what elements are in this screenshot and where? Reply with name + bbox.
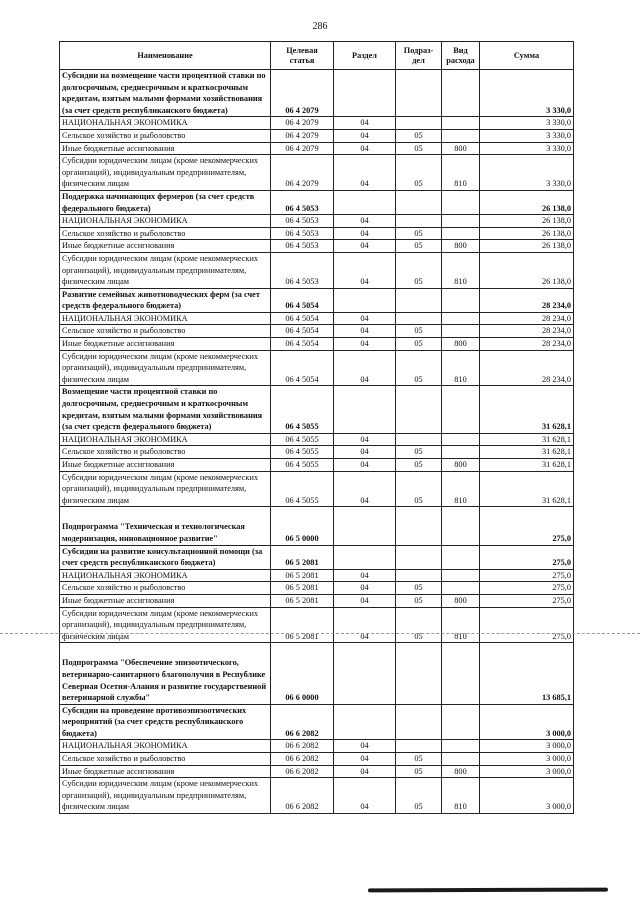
row-sum: 28 234,0 (480, 350, 574, 386)
row-subsection: 05 (396, 446, 442, 459)
row-subsection (396, 704, 442, 740)
table-header-row (60, 42, 574, 70)
table-row (60, 386, 574, 433)
row-sum: 26 138,0 (480, 190, 574, 214)
row-expense-type: 800 (442, 142, 480, 155)
row-expense-type (442, 446, 480, 459)
row-subsection (396, 386, 442, 433)
table-row (60, 129, 574, 142)
row-expense-type (442, 545, 480, 569)
row-section: 04 (334, 446, 396, 459)
row-subsection (396, 288, 442, 312)
row-target: 06 4 2079 (271, 129, 334, 142)
row-expense-type (442, 507, 480, 545)
page-number: 286 (312, 21, 328, 32)
row-name: Поддержка начинающих фермеров (за счет средств федерального бюджета) (60, 190, 271, 214)
row-subsection: 05 (396, 778, 442, 814)
row-sum: 3 000,0 (480, 753, 574, 766)
row-subsection (396, 70, 442, 117)
row-name: Субсидии юридическим лицам (кроме некоммерческих организаций), индивидуальным предпринимателям, физическим лицам (60, 607, 271, 643)
row-subsection: 05 (396, 325, 442, 338)
row-name: Субсидии юридическим лицам (кроме некоммерческих организаций), индивидуальным предпринимателям, физическим лицам (60, 350, 271, 386)
row-sum: 31 628,1 (480, 459, 574, 472)
row-subsection: 05 (396, 252, 442, 288)
row-target: 06 4 5053 (271, 252, 334, 288)
row-section: 04 (334, 227, 396, 240)
table-row (60, 607, 574, 643)
row-target: 06 4 5055 (271, 471, 334, 507)
row-target: 06 6 2082 (271, 778, 334, 814)
pen-stroke (368, 888, 608, 893)
row-sum: 3 000,0 (480, 778, 574, 814)
row-section: 04 (334, 142, 396, 155)
row-sum: 26 138,0 (480, 252, 574, 288)
row-name: Иные бюджетные ассигнования (60, 765, 271, 778)
row-expense-type (442, 569, 480, 582)
row-sum: 275,0 (480, 569, 574, 582)
row-section: 04 (334, 155, 396, 191)
table-row (60, 252, 574, 288)
row-target: 06 4 2079 (271, 70, 334, 117)
row-section (334, 70, 396, 117)
table-row (60, 446, 574, 459)
row-sum: 31 628,1 (480, 433, 574, 446)
table-row (60, 338, 574, 351)
row-target: 06 6 0000 (271, 643, 334, 704)
row-subsection: 05 (396, 338, 442, 351)
row-name: НАЦИОНАЛЬНАЯ ЭКОНОМИКА (60, 117, 271, 130)
table-row (60, 471, 574, 507)
row-expense-type (442, 312, 480, 325)
row-name: Субсидии на развитие консультационной помощи (за счет средств республиканского бюджета) (60, 545, 271, 569)
row-name: Возмещение части процентной ставки по долгосрочным, среднесрочным и краткосрочным кредитам, взятым малыми формами хозяйствования (за счет средств федерального бюджета) (60, 386, 271, 433)
row-name: Субсидии на проведение противоэпизоотических мероприятий (за счет средств республиканского бюджета) (60, 704, 271, 740)
row-expense-type: 800 (442, 459, 480, 472)
row-target: 06 6 2082 (271, 753, 334, 766)
row-section: 04 (334, 582, 396, 595)
table-row (60, 190, 574, 214)
row-name: Иные бюджетные ассигнования (60, 459, 271, 472)
row-section: 04 (334, 459, 396, 472)
row-sum: 3 330,0 (480, 129, 574, 142)
row-expense-type (442, 386, 480, 433)
table-row (60, 704, 574, 740)
row-sum: 275,0 (480, 594, 574, 607)
row-subsection (396, 215, 442, 228)
row-target: 06 4 5053 (271, 190, 334, 214)
row-expense-type (442, 70, 480, 117)
table-row (60, 765, 574, 778)
row-section: 04 (334, 433, 396, 446)
header-section: Раздел (334, 42, 396, 70)
table-row (60, 594, 574, 607)
row-name: НАЦИОНАЛЬНАЯ ЭКОНОМИКА (60, 433, 271, 446)
row-sum: 3 000,0 (480, 704, 574, 740)
row-target: 06 5 2081 (271, 569, 334, 582)
row-section (334, 190, 396, 214)
table-row (60, 778, 574, 814)
row-expense-type: 810 (442, 471, 480, 507)
row-section (334, 643, 396, 704)
row-section: 04 (334, 215, 396, 228)
row-sum: 28 234,0 (480, 338, 574, 351)
row-subsection (396, 433, 442, 446)
row-target: 06 4 5055 (271, 446, 334, 459)
row-sum: 28 234,0 (480, 312, 574, 325)
row-name: Иные бюджетные ассигнования (60, 338, 271, 351)
row-expense-type (442, 433, 480, 446)
row-sum: 3 330,0 (480, 70, 574, 117)
row-section: 04 (334, 338, 396, 351)
row-expense-type: 810 (442, 350, 480, 386)
row-expense-type: 800 (442, 338, 480, 351)
row-target: 06 5 2081 (271, 545, 334, 569)
row-name: НАЦИОНАЛЬНАЯ ЭКОНОМИКА (60, 740, 271, 753)
budget-table (59, 41, 574, 814)
row-name: Иные бюджетные ассигнования (60, 594, 271, 607)
row-target: 06 5 0000 (271, 507, 334, 545)
row-name: НАЦИОНАЛЬНАЯ ЭКОНОМИКА (60, 215, 271, 228)
row-expense-type (442, 117, 480, 130)
row-subsection: 05 (396, 753, 442, 766)
row-subsection: 05 (396, 227, 442, 240)
table-row (60, 545, 574, 569)
row-name: НАЦИОНАЛЬНАЯ ЭКОНОМИКА (60, 312, 271, 325)
table-row (60, 740, 574, 753)
row-section: 04 (334, 740, 396, 753)
table-row (60, 507, 574, 545)
row-sum: 3 330,0 (480, 155, 574, 191)
row-subsection (396, 643, 442, 704)
row-section: 04 (334, 129, 396, 142)
row-target: 06 4 5055 (271, 433, 334, 446)
table-row (60, 117, 574, 130)
row-name: Развитие семейных животноводческих ферм (за счет средств федерального бюджета) (60, 288, 271, 312)
row-target: 06 4 5054 (271, 312, 334, 325)
row-subsection: 05 (396, 594, 442, 607)
row-subsection (396, 545, 442, 569)
row-target: 06 4 5053 (271, 215, 334, 228)
row-target: 06 4 5054 (271, 338, 334, 351)
row-subsection (396, 507, 442, 545)
row-subsection: 05 (396, 459, 442, 472)
row-target: 06 4 2079 (271, 155, 334, 191)
table-row (60, 155, 574, 191)
row-section: 04 (334, 350, 396, 386)
row-section (334, 704, 396, 740)
row-section (334, 386, 396, 433)
row-sum: 26 138,0 (480, 215, 574, 228)
row-name: Субсидии юридическим лицам (кроме некоммерческих организаций), индивидуальным предпринимателям, физическим лицам (60, 778, 271, 814)
row-expense-type (442, 129, 480, 142)
row-sum: 275,0 (480, 507, 574, 545)
row-subsection: 05 (396, 607, 442, 643)
row-section: 04 (334, 753, 396, 766)
row-sum: 26 138,0 (480, 227, 574, 240)
row-name: Сельское хозяйство и рыболовство (60, 753, 271, 766)
row-name: Подпрограмма "Обеспечение эпизоотического, ветеринарно-санитарного благополучия в Республике Северная Осетия-Алания и развитие государственной ветеринарной службы" (60, 643, 271, 704)
row-target: 06 6 2082 (271, 765, 334, 778)
row-target: 06 4 5054 (271, 325, 334, 338)
row-name: Иные бюджетные ассигнования (60, 142, 271, 155)
row-subsection: 05 (396, 471, 442, 507)
table-row (60, 288, 574, 312)
row-expense-type (442, 643, 480, 704)
header-expense-type: Вид расхода (442, 42, 480, 70)
row-target: 06 6 2082 (271, 740, 334, 753)
row-section: 04 (334, 569, 396, 582)
row-name: Сельское хозяйство и рыболовство (60, 227, 271, 240)
row-name: Сельское хозяйство и рыболовство (60, 582, 271, 595)
row-name: Субсидии юридическим лицам (кроме некоммерческих организаций), индивидуальным предпринимателям, физическим лицам (60, 252, 271, 288)
row-name: Субсидии на возмещение части процентной ставки по долгосрочным, среднесрочным и краткосрочным кредитам, взятым малыми формами хозяйствования (за счет средств республиканского бюджета) (60, 70, 271, 117)
row-subsection: 05 (396, 582, 442, 595)
row-sum: 31 628,1 (480, 386, 574, 433)
table-row (60, 582, 574, 595)
row-section: 04 (334, 325, 396, 338)
row-expense-type (442, 215, 480, 228)
row-target: 06 4 2079 (271, 117, 334, 130)
row-sum: 13 685,1 (480, 643, 574, 704)
row-target: 06 4 5053 (271, 227, 334, 240)
row-expense-type: 800 (442, 240, 480, 253)
row-subsection (396, 190, 442, 214)
row-section: 04 (334, 607, 396, 643)
table-row (60, 433, 574, 446)
table-row (60, 142, 574, 155)
row-section: 04 (334, 765, 396, 778)
row-target: 06 4 5053 (271, 240, 334, 253)
table-row (60, 459, 574, 472)
row-expense-type (442, 227, 480, 240)
row-name: Сельское хозяйство и рыболовство (60, 325, 271, 338)
row-name: Сельское хозяйство и рыболовство (60, 129, 271, 142)
table-row (60, 643, 574, 704)
row-target: 06 5 2081 (271, 607, 334, 643)
row-subsection (396, 117, 442, 130)
table-row (60, 350, 574, 386)
dashed-divider (0, 633, 640, 634)
row-expense-type: 800 (442, 594, 480, 607)
row-expense-type (442, 582, 480, 595)
row-section: 04 (334, 312, 396, 325)
table-row (60, 753, 574, 766)
row-section: 04 (334, 471, 396, 507)
row-sum: 28 234,0 (480, 288, 574, 312)
table-row (60, 312, 574, 325)
row-expense-type: 810 (442, 252, 480, 288)
row-target: 06 4 5055 (271, 459, 334, 472)
table-row (60, 70, 574, 117)
table-row (60, 240, 574, 253)
row-name: Сельское хозяйство и рыболовство (60, 446, 271, 459)
header-name: Наименование (60, 42, 271, 70)
row-subsection: 05 (396, 765, 442, 778)
row-section: 04 (334, 117, 396, 130)
row-section: 04 (334, 252, 396, 288)
header-subsection: Подраз-дел (396, 42, 442, 70)
header-target: Целевая статья (271, 42, 334, 70)
row-name: Иные бюджетные ассигнования (60, 240, 271, 253)
row-subsection (396, 569, 442, 582)
row-section (334, 507, 396, 545)
row-sum: 275,0 (480, 582, 574, 595)
row-target: 06 4 5055 (271, 386, 334, 433)
row-target: 06 6 2082 (271, 704, 334, 740)
row-name: Субсидии юридическим лицам (кроме некоммерческих организаций), индивидуальным предпринимателям, физическим лицам (60, 471, 271, 507)
row-subsection: 05 (396, 240, 442, 253)
row-target: 06 5 2081 (271, 594, 334, 607)
table-row (60, 325, 574, 338)
row-expense-type (442, 753, 480, 766)
row-sum: 31 628,1 (480, 471, 574, 507)
row-section: 04 (334, 778, 396, 814)
row-subsection: 05 (396, 350, 442, 386)
row-expense-type (442, 325, 480, 338)
row-name: Подпрограмма "Техническая и технологическая модернизация, инновационное развитие" (60, 507, 271, 545)
row-expense-type (442, 288, 480, 312)
row-target: 06 5 2081 (271, 582, 334, 595)
row-subsection: 05 (396, 142, 442, 155)
row-subsection: 05 (396, 129, 442, 142)
table-row (60, 227, 574, 240)
row-expense-type: 810 (442, 778, 480, 814)
row-section: 04 (334, 594, 396, 607)
row-sum: 275,0 (480, 545, 574, 569)
row-sum: 3 000,0 (480, 740, 574, 753)
row-sum: 3 000,0 (480, 765, 574, 778)
row-sum: 31 628,1 (480, 446, 574, 459)
row-expense-type: 810 (442, 607, 480, 643)
row-sum: 3 330,0 (480, 142, 574, 155)
row-target: 06 4 5054 (271, 350, 334, 386)
row-target: 06 4 2079 (271, 142, 334, 155)
row-subsection: 05 (396, 155, 442, 191)
row-sum: 275,0 (480, 607, 574, 643)
row-expense-type: 800 (442, 765, 480, 778)
header-sum: Сумма (480, 42, 574, 70)
row-expense-type (442, 740, 480, 753)
table-row (60, 215, 574, 228)
row-section (334, 288, 396, 312)
row-subsection (396, 740, 442, 753)
row-name: НАЦИОНАЛЬНАЯ ЭКОНОМИКА (60, 569, 271, 582)
row-expense-type: 810 (442, 155, 480, 191)
row-sum: 28 234,0 (480, 325, 574, 338)
row-sum: 26 138,0 (480, 240, 574, 253)
row-target: 06 4 5054 (271, 288, 334, 312)
row-expense-type (442, 704, 480, 740)
row-expense-type (442, 190, 480, 214)
row-sum: 3 330,0 (480, 117, 574, 130)
row-subsection (396, 312, 442, 325)
row-section (334, 545, 396, 569)
row-name: Субсидии юридическим лицам (кроме некоммерческих организаций), индивидуальным предпринимателям, физическим лицам (60, 155, 271, 191)
row-section: 04 (334, 240, 396, 253)
table-row (60, 569, 574, 582)
